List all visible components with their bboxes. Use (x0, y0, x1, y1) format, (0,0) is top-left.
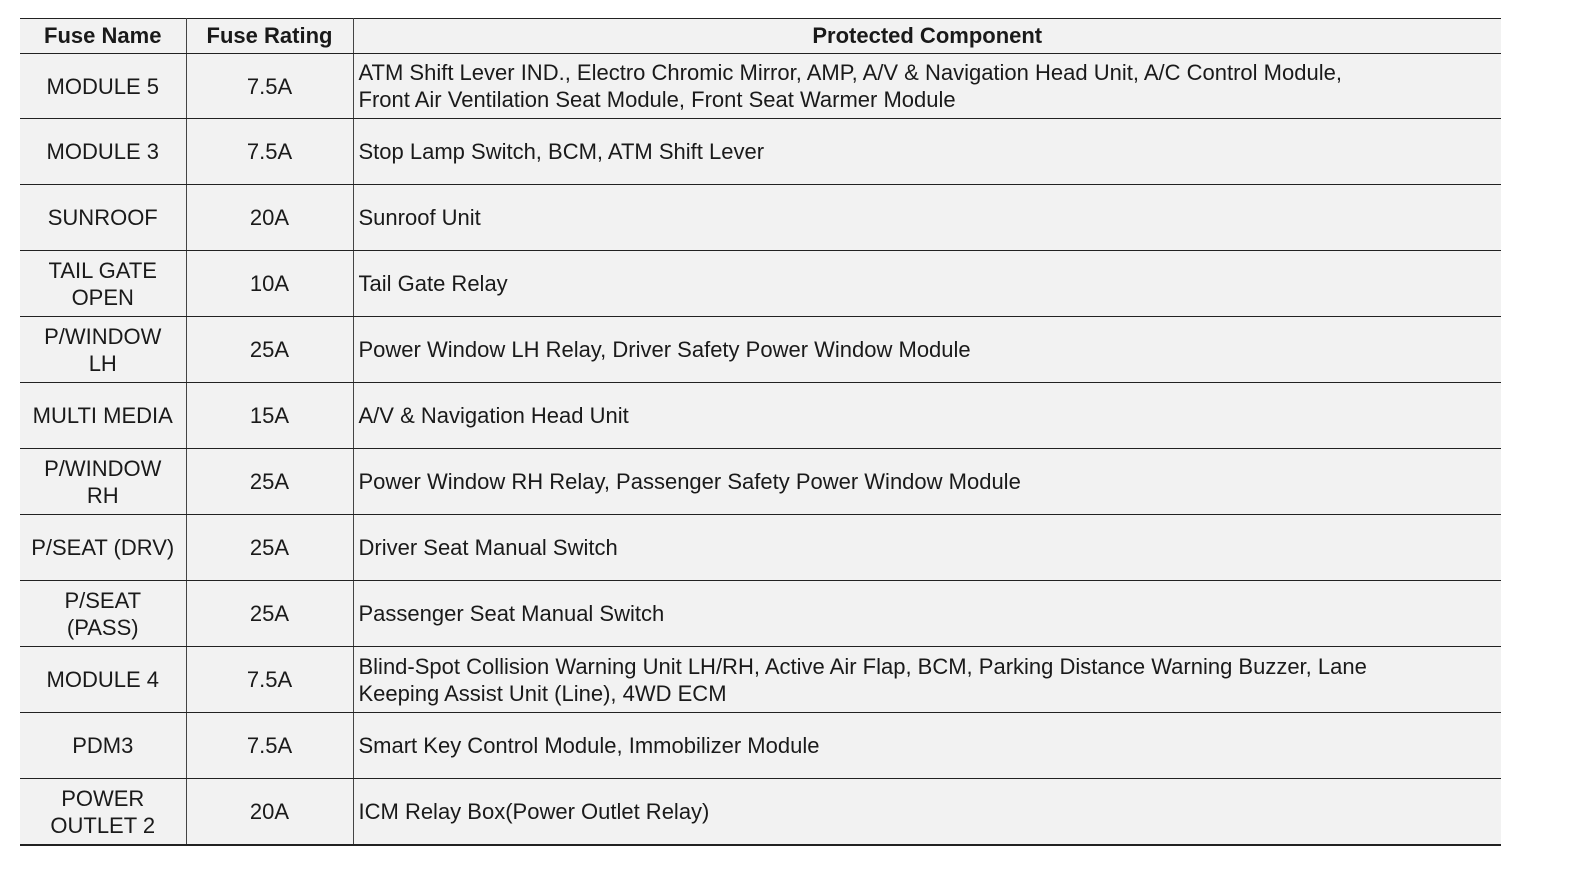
fuse-name: TAIL GATE OPEN (48, 257, 157, 310)
table-row (20, 251, 1501, 317)
fuse-rating-cell: 7.5A (186, 119, 353, 185)
fuse-rating-cell: 7.5A (186, 713, 353, 779)
table-header (20, 19, 1501, 54)
fuse-name-cell (20, 119, 186, 185)
fuse-name: SUNROOF (47, 205, 158, 230)
header-fuse-rating: Fuse Rating (186, 19, 353, 54)
table-row (20, 54, 1501, 119)
protected-component-cell: Power Window RH Relay, Passenger Safety Power Window Module (353, 449, 1501, 515)
table-row (20, 515, 1501, 581)
fuse-name: MULTI MEDIA (32, 403, 173, 428)
fuse-rating-cell: 10A (186, 251, 353, 317)
protected-component: ATM Shift Lever IND., Electro Chromic Mirror, AMP, A/V & Navigation Head Unit, A/C Control Module, Front Air Ventilation Seat Module, Front Seat Warmer Module (358, 60, 1342, 112)
fuse-rating-cell: 7.5A (186, 647, 353, 713)
fuse-rating-cell: 25A (186, 515, 353, 581)
header-fuse-name: Fuse Name (20, 19, 186, 54)
fuse-name: P/SEAT (PASS) (64, 587, 142, 640)
fuse-name: POWER OUTLET 2 (50, 785, 156, 838)
fuse-rating-cell: 15A (186, 383, 353, 449)
fuse-name: P/WINDOW RH (44, 455, 162, 508)
protected-component-cell: Driver Seat Manual Switch (353, 515, 1501, 581)
table-row (20, 581, 1501, 647)
protected-component-cell: A/V & Navigation Head Unit (353, 383, 1501, 449)
protected-component-cell: ICM Relay Box(Power Outlet Relay) (353, 779, 1501, 846)
fuse-rating-cell: 25A (186, 581, 353, 647)
fuse-name-cell (20, 185, 186, 251)
fuse-name-cell (20, 515, 186, 581)
table-row (20, 449, 1501, 515)
fuse-name-cell (20, 449, 186, 515)
protected-component-cell (353, 647, 1501, 713)
fuse-name-cell (20, 647, 186, 713)
fuse-rating-cell: 20A (186, 185, 353, 251)
protected-component-cell: Smart Key Control Module, Immobilizer Module (353, 713, 1501, 779)
fuse-rating-cell: 7.5A (186, 54, 353, 119)
header-row (20, 19, 1501, 54)
fuse-name: MODULE 3 (46, 139, 159, 164)
fuse-name: MODULE 4 (46, 667, 159, 692)
table-body (20, 54, 1501, 846)
fuse-name-cell (20, 251, 186, 317)
table-row (20, 383, 1501, 449)
fuse-name-cell (20, 54, 186, 119)
fuse-name: P/WINDOW LH (44, 323, 162, 376)
protected-component-cell: Power Window LH Relay, Driver Safety Power Window Module (353, 317, 1501, 383)
table-row (20, 119, 1501, 185)
fuse-rating-cell: 20A (186, 779, 353, 846)
fuse-table (20, 18, 1501, 846)
protected-component-cell: Sunroof Unit (353, 185, 1501, 251)
fuse-name-cell (20, 317, 186, 383)
protected-component-cell (353, 54, 1501, 119)
table-row (20, 647, 1501, 713)
table-row (20, 317, 1501, 383)
table-row (20, 185, 1501, 251)
protected-component-cell: Tail Gate Relay (353, 251, 1501, 317)
protected-component-cell: Passenger Seat Manual Switch (353, 581, 1501, 647)
fuse-name-cell (20, 779, 186, 846)
table-row (20, 779, 1501, 846)
fuse-name-cell (20, 713, 186, 779)
fuse-rating-cell: 25A (186, 449, 353, 515)
fuse-name: P/SEAT (DRV) (31, 535, 175, 560)
fuse-name: PDM3 (72, 733, 134, 758)
table-row (20, 713, 1501, 779)
fuse-name: MODULE 5 (46, 73, 159, 99)
protected-component-cell: Stop Lamp Switch, BCM, ATM Shift Lever (353, 119, 1501, 185)
protected-component: Blind-Spot Collision Warning Unit LH/RH, Active Air Flap, BCM, Parking Distance Warning Buzzer, Lane Keeping Assist Unit (Line), 4WD ECM (358, 653, 1367, 706)
fuse-name-cell (20, 383, 186, 449)
fuse-rating-cell: 25A (186, 317, 353, 383)
header-protected-component: Protected Component (353, 19, 1501, 54)
fuse-name-cell (20, 581, 186, 647)
